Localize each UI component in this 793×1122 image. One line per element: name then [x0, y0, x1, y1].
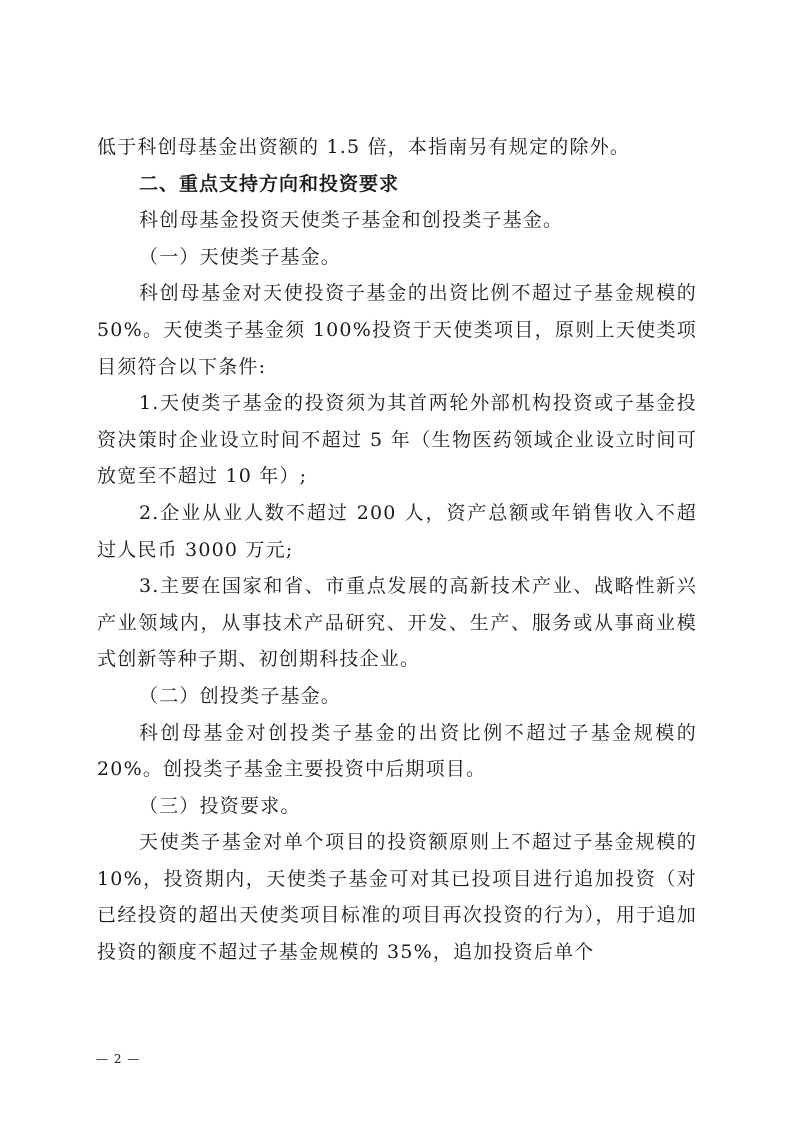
body-text	[97, 129, 697, 971]
paragraph-5: 科创母基金对天使投资子基金的出资比例不超过子基金规模的 50%。天使类子基金须 100%投资于天使类项目，原则上天使类项目须符合以下条件:	[97, 282, 697, 378]
paragraph-3: 科创母基金投资天使类子基金和创投类子基金。	[139, 209, 564, 232]
paragraph-7: 2.企业从业人数不超过 200 人，资产总额或年销售收入不超过人民币 3000 万元;	[97, 501, 697, 561]
paragraph-1: 低于科创母基金出资额的 1.5 倍，本指南另有规定的除外。	[97, 136, 631, 158]
page-number: — 2 —	[96, 1052, 141, 1066]
subheading-investment-requirements: （三）投资要求。	[139, 794, 301, 817]
paragraph-8: 3.主要在国家和省、市重点发展的高新技术产业、战略性新兴产业领域内，从事技术产品研究、开发、生产、服务或从事商业模式创新等种子期、初创期科技企业。	[97, 575, 697, 671]
paragraph-12: 天使类子基金对单个项目的投资额原则上不超过子基金规模的 10%，投资期内，天使类子基金可对其已投项目进行追加投资（对已经投资的超出天使类项目标准的项目再次投资的行为），用于追加投资的额度不超过子基金规模的 35%，追加投资后单个	[97, 831, 697, 964]
subheading-angel-fund: （一）天使类子基金。	[139, 245, 342, 268]
section-heading: 二、重点支持方向和投资要求	[139, 172, 400, 195]
subheading-vc-fund: （二）创投类子基金。	[139, 684, 342, 707]
paragraph-6: 1.天使类子基金的投资须为其首两轮外部机构投资或子基金投资决策时企业设立时间不超过 5 年（生物医药领域企业设立时间可放宽至不超过 10 年）;	[97, 392, 697, 488]
paragraph-10: 科创母基金对创投类子基金的出资比例不超过子基金规模的 20%。创投类子基金主要投资中后期项目。	[97, 721, 697, 781]
